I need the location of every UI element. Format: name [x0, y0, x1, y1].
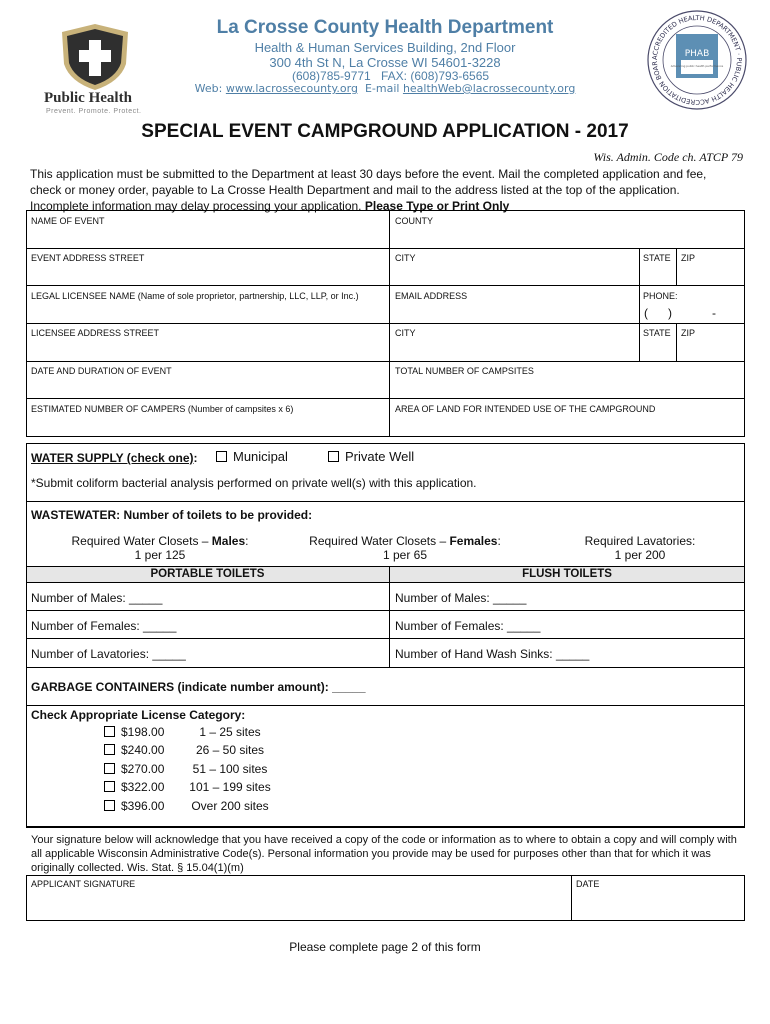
county-field[interactable]: COUNTY	[395, 216, 433, 226]
license-category-label: Check Appropriate License Category:	[31, 708, 246, 722]
phab-seal	[643, 8, 751, 112]
lavatory-label: Required Lavatories:	[584, 534, 696, 548]
address-line-1: Health & Human Services Building, 2nd Floor	[254, 40, 516, 55]
females-requirement: Required Water Closets – Females: 1 per 65	[285, 534, 525, 562]
males-rate: 1 per 125	[134, 548, 186, 562]
licensee-address-field[interactable]: LICENSEE ADDRESS STREET	[31, 328, 160, 338]
logo-text: Public Health	[44, 90, 132, 106]
license-sites: 26 – 50 sites	[195, 743, 265, 757]
wastewater-label: WASTEWATER: Number of toilets to be provided:	[31, 508, 313, 522]
license-option[interactable]	[104, 762, 273, 776]
water-supply-label	[31, 451, 198, 465]
event-city-field[interactable]: CITY	[395, 253, 416, 263]
flush-males-field[interactable]: Number of Males: _____	[395, 591, 527, 605]
applicant-signature-field[interactable]: APPLICANT SIGNATURE	[31, 879, 136, 889]
area-of-land-field[interactable]: AREA OF LAND FOR INTENDED USE OF THE CAMPGROUND	[395, 404, 656, 414]
public-health-logo	[40, 22, 150, 118]
license-sites: Over 200 sites	[191, 799, 269, 813]
flush-females-field[interactable]: Number of Females: _____	[395, 619, 541, 633]
name-of-event-field[interactable]: NAME OF EVENT	[31, 216, 105, 226]
web-link[interactable]: www.lacrossecounty.org	[225, 82, 358, 95]
total-campsites-field[interactable]: TOTAL NUMBER OF CAMPSITES	[395, 366, 534, 376]
females-rate: 1 per 65	[382, 548, 428, 562]
license-checkbox[interactable]	[104, 781, 115, 792]
phone-area-code[interactable]: ( )	[644, 306, 672, 320]
email-address-field[interactable]: EMAIL ADDRESS	[395, 291, 468, 301]
event-state-field[interactable]: STATE	[643, 253, 671, 263]
event-address-field[interactable]: EVENT ADDRESS STREET	[31, 253, 145, 263]
water-supply-colon: :	[193, 451, 198, 465]
lavatory-rate: 1 per 200	[614, 548, 666, 562]
flush-toilets-header: FLUSH TOILETS	[522, 568, 612, 580]
date-duration-field[interactable]: DATE AND DURATION OF EVENT	[31, 366, 172, 376]
seal-text: ACCREDITED HEALTH DEPARTMENT · PUBLIC HEALTH ACCREDITATION BOAR	[650, 13, 744, 107]
licensee-zip-field[interactable]: ZIP	[681, 328, 696, 338]
males-req-prefix: Required Water Closets –	[71, 534, 212, 548]
licensee-city-field[interactable]: CITY	[395, 328, 416, 338]
license-option[interactable]	[104, 725, 273, 739]
licensee-name-field[interactable]: LEGAL LICENSEE NAME (Name of sole proprietor, partnership, LLC, LLP, or Inc.)	[31, 291, 359, 301]
footer-note: Please complete page 2 of this form	[289, 940, 481, 954]
garbage-containers-field[interactable]: GARBAGE CONTAINERS (indicate number amount): _____	[31, 680, 366, 694]
org-name: La Crosse County Health Department	[216, 17, 554, 38]
flush-hand-wash-sinks-field[interactable]: Number of Hand Wash Sinks: _____	[395, 647, 590, 661]
intro-text: This application must be submitted to the Department at least 30 days before the event. Mail the completed application and fee, check or money order, payable to La Crosse Health Department and mail to the address listed at the top of the application. Incomplete information may delay processing your application.	[30, 167, 707, 213]
males-req-bold: Males	[211, 534, 246, 548]
license-price: $322.00	[121, 780, 165, 794]
address-line-2: 300 4th St N, La Crosse WI 54601-3228	[269, 55, 501, 70]
portable-females-field[interactable]: Number of Females: _____	[31, 619, 177, 633]
phone-number: (608)785-9771	[292, 69, 371, 83]
logo-tagline: Prevent. Promote. Protect.	[46, 108, 142, 115]
municipal-label: Municipal	[233, 449, 288, 464]
phone-dash: -	[712, 306, 716, 320]
portable-lavatories-field[interactable]: Number of Lavatories: _____	[31, 647, 186, 661]
fax-number: FAX: (608)793-6565	[381, 69, 490, 83]
email-link[interactable]: healthWeb@lacrossecounty.org	[402, 82, 576, 95]
shield-cross-icon	[40, 22, 150, 92]
licensee-state-field[interactable]: STATE	[643, 328, 671, 338]
license-checkbox[interactable]	[104, 726, 115, 737]
signature-date-field[interactable]: DATE	[576, 879, 600, 889]
phone-field[interactable]: PHONE:	[643, 291, 678, 301]
email-label: E-mail	[364, 82, 400, 95]
municipal-option[interactable]	[216, 449, 288, 464]
private-well-option[interactable]	[328, 449, 414, 464]
license-checkbox[interactable]	[104, 763, 115, 774]
license-price: $240.00	[121, 743, 165, 757]
municipal-checkbox[interactable]	[216, 451, 227, 462]
web-label: Web:	[194, 82, 223, 95]
license-sites: 51 – 100 sites	[192, 762, 268, 776]
web-email-line	[150, 82, 620, 95]
intro-bold-text: Please Type or Print Only	[364, 199, 510, 213]
females-req-prefix: Required Water Closets –	[309, 534, 450, 548]
seal-small-text: Advancing public health performance	[670, 64, 724, 68]
license-option[interactable]	[104, 743, 273, 757]
license-price: $270.00	[121, 762, 165, 776]
males-requirement: Required Water Closets – Males: 1 per 125	[40, 534, 280, 562]
females-req-bold: Females	[449, 534, 498, 548]
water-supply-label-text: WATER SUPPLY (check one)	[31, 451, 194, 465]
license-sites: 101 – 199 sites	[189, 780, 271, 794]
private-well-label: Private Well	[345, 449, 415, 464]
signature-notice: Your signature below will acknowledge that you have received a copy of the code or information as to where to obtain a copy and will comply with all applicable Wisconsin Administrative Code(s). Personal information you provide may be used for purposes other than that for which it was originally collected. Wis. Stat. § 15.04(1)(m)	[31, 834, 737, 874]
license-sites: 1 – 25 sites	[199, 725, 261, 739]
license-price: $396.00	[121, 799, 165, 813]
license-option[interactable]	[104, 780, 273, 794]
portable-toilets-header: PORTABLE TOILETS	[150, 568, 265, 580]
license-checkbox[interactable]	[104, 744, 115, 755]
seal-abbr: PHAB	[684, 49, 710, 59]
license-price: $198.00	[121, 725, 165, 739]
estimated-campers-field[interactable]: ESTIMATED NUMBER OF CAMPERS (Number of campsites x 6)	[31, 404, 294, 414]
event-zip-field[interactable]: ZIP	[681, 253, 696, 263]
intro-paragraph	[30, 166, 730, 214]
license-option[interactable]	[104, 799, 273, 813]
portable-males-field[interactable]: Number of Males: _____	[31, 591, 163, 605]
lavatory-requirement	[560, 534, 720, 562]
coliform-note: *Submit coliform bacterial analysis performed on private well(s) with this application.	[31, 476, 477, 490]
form-title: SPECIAL EVENT CAMPGROUND APPLICATION - 2017	[141, 121, 629, 142]
code-reference: Wis. Admin. Code ch. ATCP 79	[593, 150, 743, 164]
license-checkbox[interactable]	[104, 800, 115, 811]
private-well-checkbox[interactable]	[328, 451, 339, 462]
accreditation-seal-icon	[643, 8, 751, 112]
